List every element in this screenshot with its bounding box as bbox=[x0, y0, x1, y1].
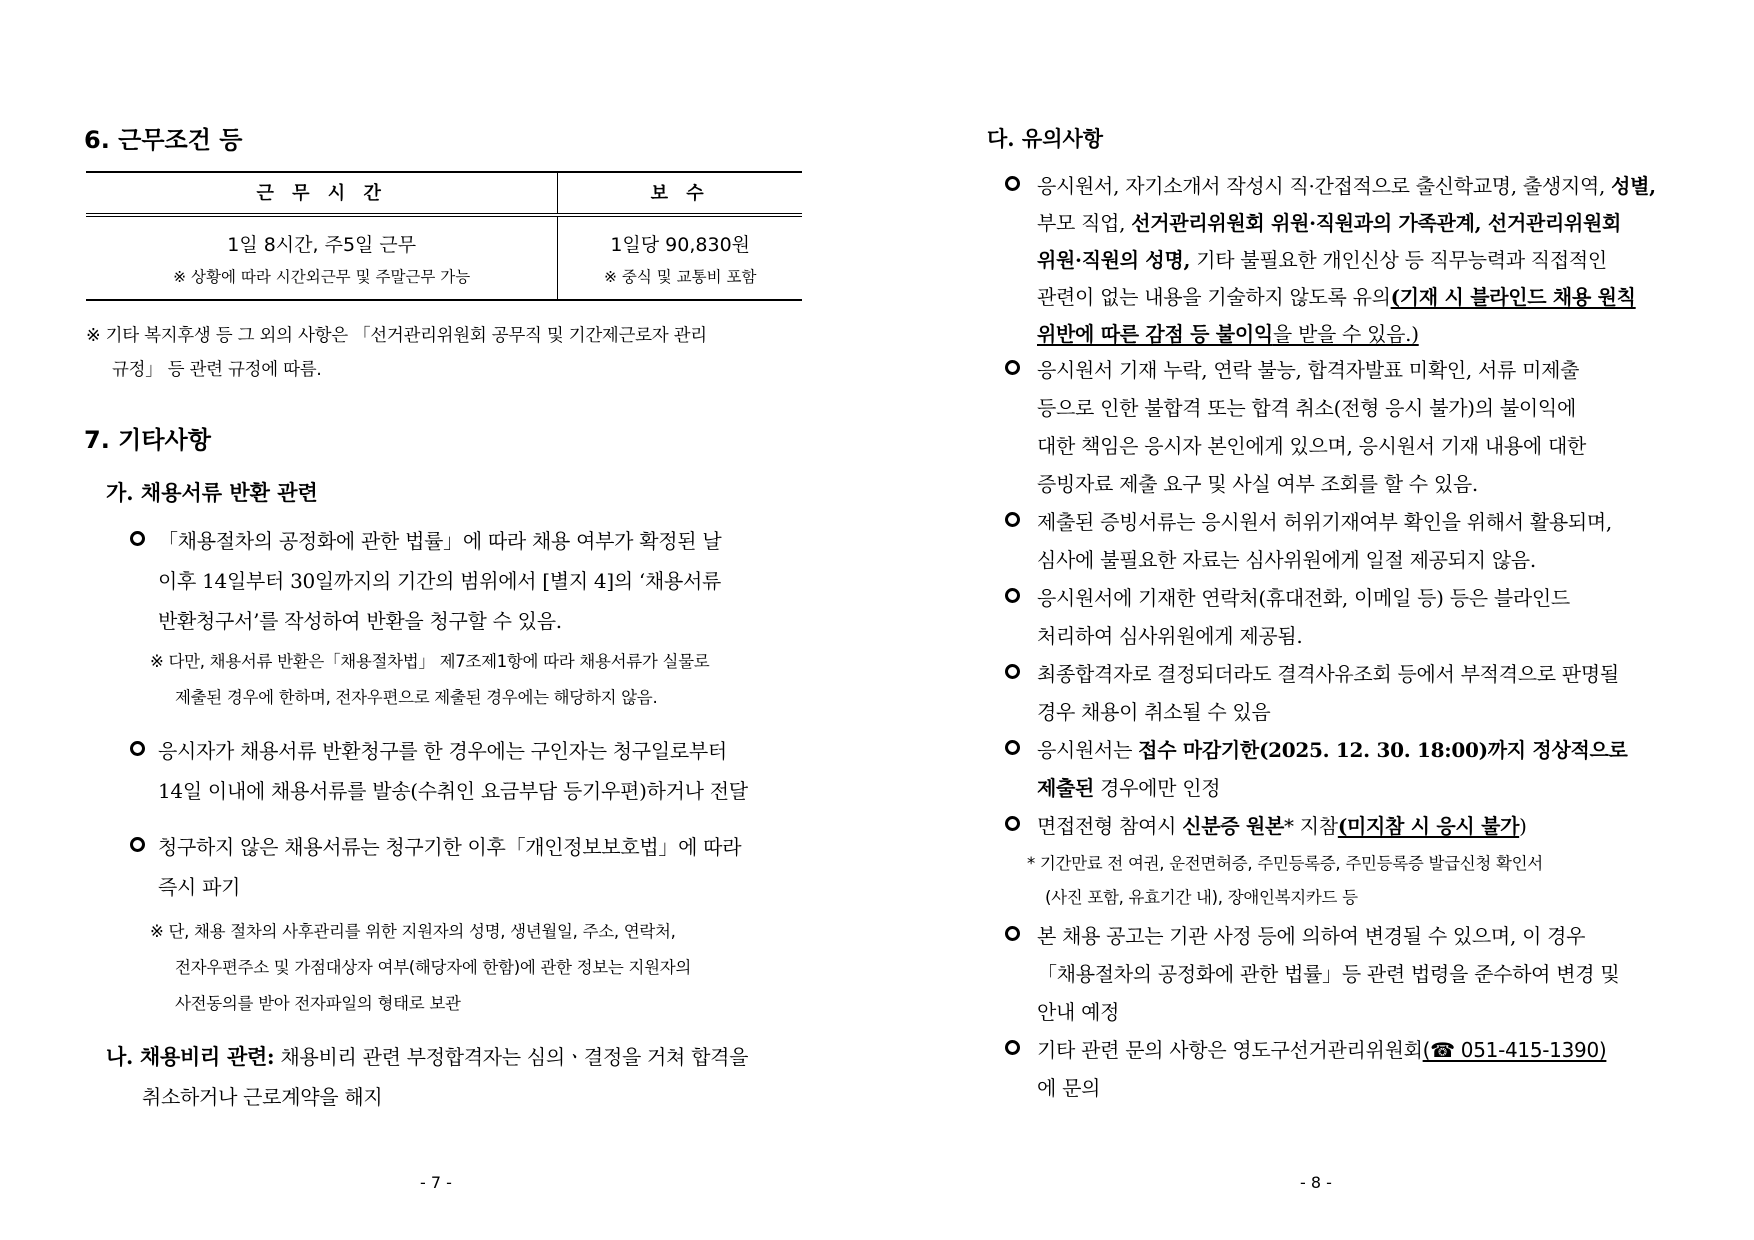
table-cell-pay bbox=[558, 215, 802, 300]
r1-underlined: (기재 시 블라인드 채용 원칙 bbox=[1390, 285, 1636, 309]
item3-line2: 즉시 파기 bbox=[158, 875, 241, 899]
item1-note-line1: ※ 다만, 채용서류 반환은「채용절차법」 제7조제1항에 따라 채용서류가 실물로 bbox=[150, 652, 710, 671]
r6-text: 응시원서는 bbox=[1037, 738, 1139, 762]
r6-line1 bbox=[1037, 734, 1628, 763]
subsection-b-line2: 취소하거나 근로계약을 해지 bbox=[142, 1085, 383, 1109]
r1-line2 bbox=[1037, 207, 1621, 236]
r5-line1: 최종합격자로 결정되더라도 결격사유조회 등에서 부적격으로 판명될 bbox=[1037, 662, 1619, 686]
r2-line4: 증빙자료 제출 요구 및 사실 여부 조회를 할 수 있음. bbox=[1037, 472, 1478, 496]
r5-line2: 경우 채용이 취소될 수 있음 bbox=[1037, 700, 1271, 724]
hours-value: 1일 8시간, 주5일 근무 bbox=[227, 233, 417, 256]
item1-line2: 이후 14일부터 30일까지의 기간의 범위에서 [별지 4]의 ‘채용서류 bbox=[158, 569, 722, 593]
r1-line3 bbox=[1037, 244, 1607, 273]
r6-line2 bbox=[1037, 772, 1220, 801]
r8-line3: 안내 예정 bbox=[1037, 1000, 1120, 1024]
circle-bullet-icon bbox=[1005, 664, 1020, 679]
r7-line1 bbox=[1037, 810, 1527, 839]
page-number: - 7 - bbox=[420, 1173, 452, 1192]
table-header-pay: 보 수 bbox=[558, 171, 802, 215]
circle-bullet-icon bbox=[1005, 816, 1020, 831]
r7-bold: 신분증 원본 bbox=[1182, 814, 1285, 838]
r7-underlined: (미지참 시 응시 불가 bbox=[1337, 814, 1520, 838]
r1-bold: 성별, bbox=[1611, 174, 1656, 198]
item1-line1: 「채용절차의 공정화에 관한 법률」에 따라 채용 여부가 확정된 날 bbox=[158, 529, 722, 553]
r1-text: 관련이 없는 내용을 기술하지 않도록 유의 bbox=[1037, 285, 1391, 309]
subsection-b-text: 채용비리 관련 부정합격자는 심의ㆍ결정을 거쳐 합격을 bbox=[274, 1045, 749, 1069]
work-conditions-table bbox=[86, 171, 802, 301]
r9-line2: 에 문의 bbox=[1037, 1076, 1101, 1100]
circle-bullet-icon bbox=[1005, 740, 1020, 755]
r6-bold: 제출된 bbox=[1037, 776, 1095, 800]
r3-line1: 제출된 증빙서류는 응시원서 허위기재여부 확인을 위해서 활용되며, bbox=[1037, 510, 1612, 534]
r7-text2: * 지참 bbox=[1284, 814, 1338, 838]
r1-line5 bbox=[1037, 318, 1419, 347]
r1-underlined-plain: 을 받을 수 있음.) bbox=[1272, 322, 1419, 346]
section-7-title: 7. 기타사항 bbox=[84, 426, 211, 454]
welfare-note-line1: ※ 기타 복지후생 등 그 외의 사항은 「선거관리위원회 공무직 및 기간제근로자 관리 bbox=[86, 326, 707, 346]
table-cell-hours bbox=[86, 215, 558, 300]
table-header-hours: 근 무 시 간 bbox=[86, 171, 558, 215]
item1-line3: 반환청구서’를 작성하여 반환을 청구할 수 있음. bbox=[158, 609, 562, 633]
r1-line1 bbox=[1037, 170, 1656, 199]
circle-bullet-icon bbox=[1005, 512, 1020, 527]
section-6-title: 6. 근무조건 등 bbox=[84, 126, 243, 154]
circle-bullet-icon bbox=[130, 837, 145, 852]
r1-text: 부모 직업, bbox=[1037, 211, 1132, 235]
r1-bold: 선거관리위원회 위원·직원과의 가족관계, 선거관리위원회 bbox=[1131, 211, 1622, 235]
r7-close: ) bbox=[1519, 814, 1527, 838]
item3-note-line1: ※ 단, 채용 절차의 사후관리를 위한 지원자의 성명, 생년월일, 주소, 연락처, bbox=[150, 922, 676, 941]
item2-line2: 14일 이내에 채용서류를 발송(수취인 요금부담 등기우편)하거나 전달 bbox=[158, 779, 748, 803]
subsection-b-label: 나. 채용비리 관련: bbox=[106, 1044, 275, 1069]
circle-bullet-icon bbox=[1005, 1040, 1020, 1055]
r7-text: 면접전형 참여시 bbox=[1037, 814, 1183, 838]
pay-note: ※ 중식 및 교통비 포함 bbox=[603, 267, 757, 286]
page-8 bbox=[877, 0, 1754, 1240]
r9-line1 bbox=[1037, 1034, 1606, 1063]
circle-bullet-icon bbox=[1005, 926, 1020, 941]
item3-note-line3: 사전동의를 받아 전자파일의 형태로 보관 bbox=[175, 994, 461, 1013]
circle-bullet-icon bbox=[130, 741, 145, 756]
item3-line1: 청구하지 않은 채용서류는 청구기한 이후「개인정보보호법」에 따라 bbox=[158, 835, 742, 859]
item2-line1: 응시자가 채용서류 반환청구를 한 경우에는 구인자는 청구일로부터 bbox=[158, 739, 727, 763]
hours-note: ※ 상황에 따라 시간외근무 및 주말근무 가능 bbox=[173, 267, 471, 286]
circle-bullet-icon bbox=[130, 531, 145, 546]
r8-line1: 본 채용 공고는 기관 사정 등에 의하여 변경될 수 있으며, 이 경우 bbox=[1037, 924, 1586, 948]
r1-text: 기타 불필요한 개인신상 등 직무능력과 직접적인 bbox=[1190, 248, 1607, 272]
r2-line2: 등으로 인한 불합격 또는 합격 취소(전형 응시 불가)의 불이익에 bbox=[1037, 396, 1576, 420]
subsection-b bbox=[106, 1041, 748, 1071]
r4-line1: 응시원서에 기재한 연락처(휴대전화, 이메일 등) 등은 블라인드 bbox=[1037, 586, 1570, 610]
circle-bullet-icon bbox=[1005, 176, 1020, 191]
circle-bullet-icon bbox=[1005, 360, 1020, 375]
r1-text: 응시원서, 자기소개서 작성시 직·간접적으로 출신학교명, 출생지역, bbox=[1037, 174, 1612, 198]
phone-number: (☎ 051-415-1390) bbox=[1422, 1038, 1607, 1062]
item1-note-line2: 제출된 경우에 한하며, 전자우편으로 제출된 경우에는 해당하지 않음. bbox=[175, 688, 658, 707]
r1-bold: 위원·직원의 성명, bbox=[1037, 248, 1191, 272]
r1-line4 bbox=[1037, 281, 1636, 310]
subsection-c-title: 다. 유의사항 bbox=[987, 126, 1104, 151]
r6-bold: 접수 마감기한(2025. 12. 30. 18:00)까지 정상적으로 bbox=[1138, 738, 1628, 762]
r8-line2: 「채용절차의 공정화에 관한 법률」등 관련 법령을 준수하여 변경 및 bbox=[1037, 962, 1620, 986]
r2-line3: 대한 책임은 응시자 본인에게 있으며, 응시원서 기재 내용에 대한 bbox=[1037, 434, 1587, 458]
subsection-a-title: 가. 채용서류 반환 관련 bbox=[106, 480, 318, 505]
r2-line1: 응시원서 기재 누락, 연락 불능, 합격자발표 미확인, 서류 미제출 bbox=[1037, 358, 1580, 382]
r7-note-line1: * 기간만료 전 여권, 운전면허증, 주민등록증, 주민등록증 발급신청 확인서 bbox=[1027, 854, 1543, 873]
circle-bullet-icon bbox=[1005, 588, 1020, 603]
welfare-note-line2: 규정」 등 관련 규정에 따름. bbox=[112, 360, 322, 380]
r6-text: 경우에만 인정 bbox=[1094, 776, 1221, 800]
r1-underlined: 위반에 따른 감점 등 불이익 bbox=[1037, 322, 1273, 346]
r7-note-line2: (사진 포함, 유효기간 내), 장애인복지카드 등 bbox=[1045, 888, 1358, 907]
item3-note-line2: 전자우편주소 및 가점대상자 여부(해당자에 한함)에 관한 정보는 지원자의 bbox=[175, 958, 692, 977]
pay-value: 1일당 90,830원 bbox=[610, 233, 751, 256]
r3-line2: 심사에 불필요한 자료는 심사위원에게 일절 제공되지 않음. bbox=[1037, 548, 1536, 572]
page-number: - 8 - bbox=[1300, 1173, 1332, 1192]
r9-text: 기타 관련 문의 사항은 영도구선거관리위원회 bbox=[1037, 1038, 1423, 1062]
r4-line2: 처리하여 심사위원에게 제공됨. bbox=[1037, 624, 1303, 648]
